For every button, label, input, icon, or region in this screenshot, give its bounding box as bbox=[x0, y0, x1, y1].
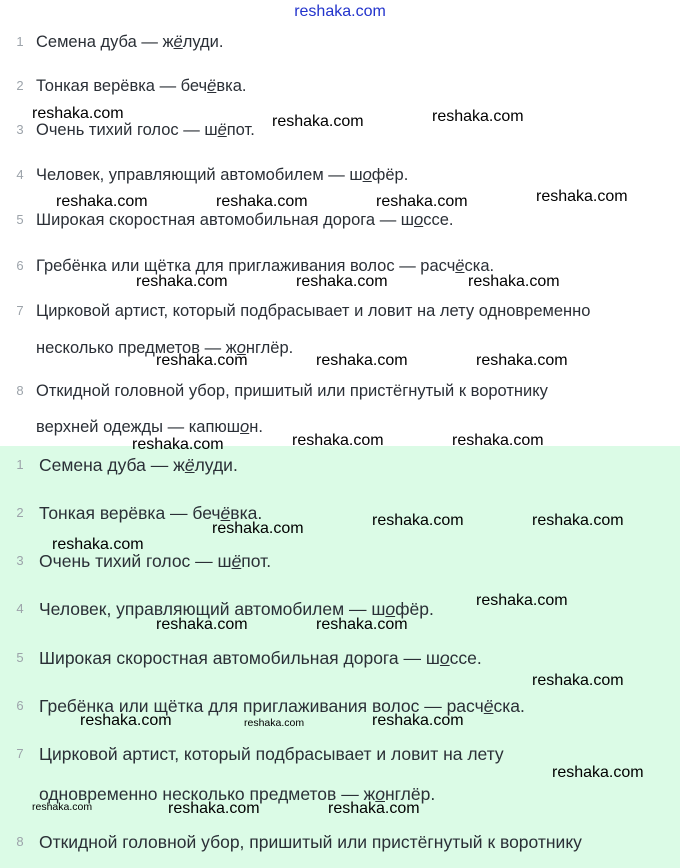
stressed-letter: ё bbox=[220, 503, 231, 523]
watermark-text: reshaka.com bbox=[476, 352, 568, 369]
item-text-line2: несколько предметов — жонглёр. bbox=[36, 339, 294, 357]
watermark-text: reshaka.com bbox=[292, 432, 384, 449]
stressed-letter: о bbox=[439, 648, 450, 668]
watermark-text: reshaka.com bbox=[452, 432, 544, 449]
item-text-line2: одновременно несколько предметов — жонглёр. bbox=[39, 784, 436, 804]
watermark-text: reshaka.com bbox=[296, 273, 388, 290]
item-text: Гребёнка или щётка для приглаживания волос — расчёска. bbox=[39, 696, 525, 716]
watermark-text: reshaka.com bbox=[532, 672, 624, 689]
item-number: 6 bbox=[16, 258, 24, 273]
item-number: 7 bbox=[16, 303, 24, 318]
watermark-text: reshaka.com bbox=[156, 616, 248, 633]
stressed-letter: о bbox=[414, 211, 424, 229]
item-number: 3 bbox=[16, 553, 24, 568]
stressed-letter: ё bbox=[483, 696, 494, 716]
item-number: 2 bbox=[16, 78, 24, 93]
watermark-text: reshaka.com bbox=[476, 592, 568, 609]
item-text-line1: Откидной головной убор, пришитый или пристёгнутый к воротнику bbox=[36, 382, 548, 400]
item-number: 4 bbox=[16, 601, 24, 616]
item-text: Человек, управляющий автомобилем — шофёр. bbox=[36, 166, 409, 184]
watermark-text: reshaka.com bbox=[136, 273, 228, 290]
watermark-text: reshaka.com bbox=[52, 536, 144, 553]
item-number: 3 bbox=[16, 122, 24, 137]
item-text: Гребёнка или щётка для приглаживания волос — расчёска. bbox=[36, 257, 495, 275]
watermark-text: reshaka.com bbox=[552, 764, 644, 781]
item-text: Человек, управляющий автомобилем — шофёр. bbox=[39, 599, 434, 619]
watermark-text: reshaka.com bbox=[32, 105, 124, 122]
watermark-text: reshaka.com bbox=[80, 712, 172, 729]
item-number: 8 bbox=[16, 834, 24, 849]
stressed-letter: ё bbox=[455, 257, 465, 275]
item-number: 8 bbox=[16, 383, 24, 398]
watermark-text: reshaka.com bbox=[468, 273, 560, 290]
item-number: 5 bbox=[16, 212, 24, 227]
stressed-letter: ё bbox=[207, 77, 217, 95]
item-text-line1: Цирковой артист, который подбрасывает и ловит на лету одновременно bbox=[36, 302, 591, 320]
watermark-text: reshaka.com bbox=[372, 712, 464, 729]
watermark-text: reshaka.com bbox=[212, 520, 304, 537]
watermark-text: reshaka.com bbox=[272, 113, 364, 130]
item-text: Очень тихий голос — шёпот. bbox=[39, 551, 272, 571]
item-number: 2 bbox=[16, 505, 24, 520]
item-text: Тонкая верёвка — бечёвка. bbox=[36, 77, 247, 95]
watermark-text: reshaka.com bbox=[316, 616, 408, 633]
item-text: Очень тихий голос — шёпот. bbox=[36, 121, 255, 139]
item-number: 6 bbox=[16, 698, 24, 713]
stressed-letter: о bbox=[385, 599, 396, 619]
stressed-letter: о bbox=[240, 418, 250, 436]
watermark-text: reshaka.com bbox=[328, 800, 420, 817]
answer-list-white bbox=[0, 24, 680, 446]
watermark-text: reshaka.com bbox=[56, 193, 148, 210]
watermark-text: reshaka.com bbox=[132, 436, 224, 453]
stressed-letter: ё bbox=[184, 455, 195, 475]
watermark-text: reshaka.com bbox=[216, 193, 308, 210]
watermark-text: reshaka.com bbox=[316, 352, 408, 369]
site-watermark-header[interactable]: reshaka.com bbox=[294, 3, 386, 20]
item-number: 7 bbox=[16, 746, 24, 761]
watermark-text: reshaka.com bbox=[372, 512, 464, 529]
item-number: 1 bbox=[16, 457, 24, 472]
item-number: 1 bbox=[16, 34, 24, 49]
watermark-text: reshaka.com bbox=[168, 800, 260, 817]
item-text: Широкая скоростная автомобильная дорога — шоссе. bbox=[36, 211, 454, 229]
watermark-text: reshaka.com bbox=[244, 717, 305, 729]
item-text: Тонкая верёвка — бечёвка. bbox=[39, 503, 263, 523]
watermark-text: reshaka.com bbox=[532, 512, 624, 529]
stressed-letter: ё bbox=[173, 33, 183, 51]
stressed-letter: ё bbox=[231, 551, 242, 571]
watermark-text: reshaka.com bbox=[376, 193, 468, 210]
stressed-letter: о bbox=[236, 339, 246, 357]
watermark-text: reshaka.com bbox=[156, 352, 248, 369]
watermark-text: reshaka.com bbox=[536, 188, 628, 205]
stressed-letter: о bbox=[375, 784, 385, 804]
item-text: Широкая скоростная автомобильная дорога — шоссе. bbox=[39, 648, 482, 668]
stressed-letter: о bbox=[362, 166, 372, 184]
item-text: Семена дуба — жёлуди. bbox=[36, 33, 224, 51]
watermark-text: reshaka.com bbox=[432, 108, 524, 125]
item-text: Семена дуба — жёлуди. bbox=[39, 455, 238, 475]
item-number: 5 bbox=[16, 650, 24, 665]
item-number: 4 bbox=[16, 167, 24, 182]
watermark-text: reshaka.com bbox=[32, 801, 93, 813]
item-text-line2: верхней одежды — капюшон. bbox=[36, 418, 263, 436]
item-text-line1: Цирковой артист, который подбрасывает и ловит на лету bbox=[39, 744, 504, 764]
item-text-line1: Откидной головной убор, пришитый или пристёгнутый к воротнику bbox=[39, 832, 582, 852]
stressed-letter: ё bbox=[217, 121, 227, 139]
